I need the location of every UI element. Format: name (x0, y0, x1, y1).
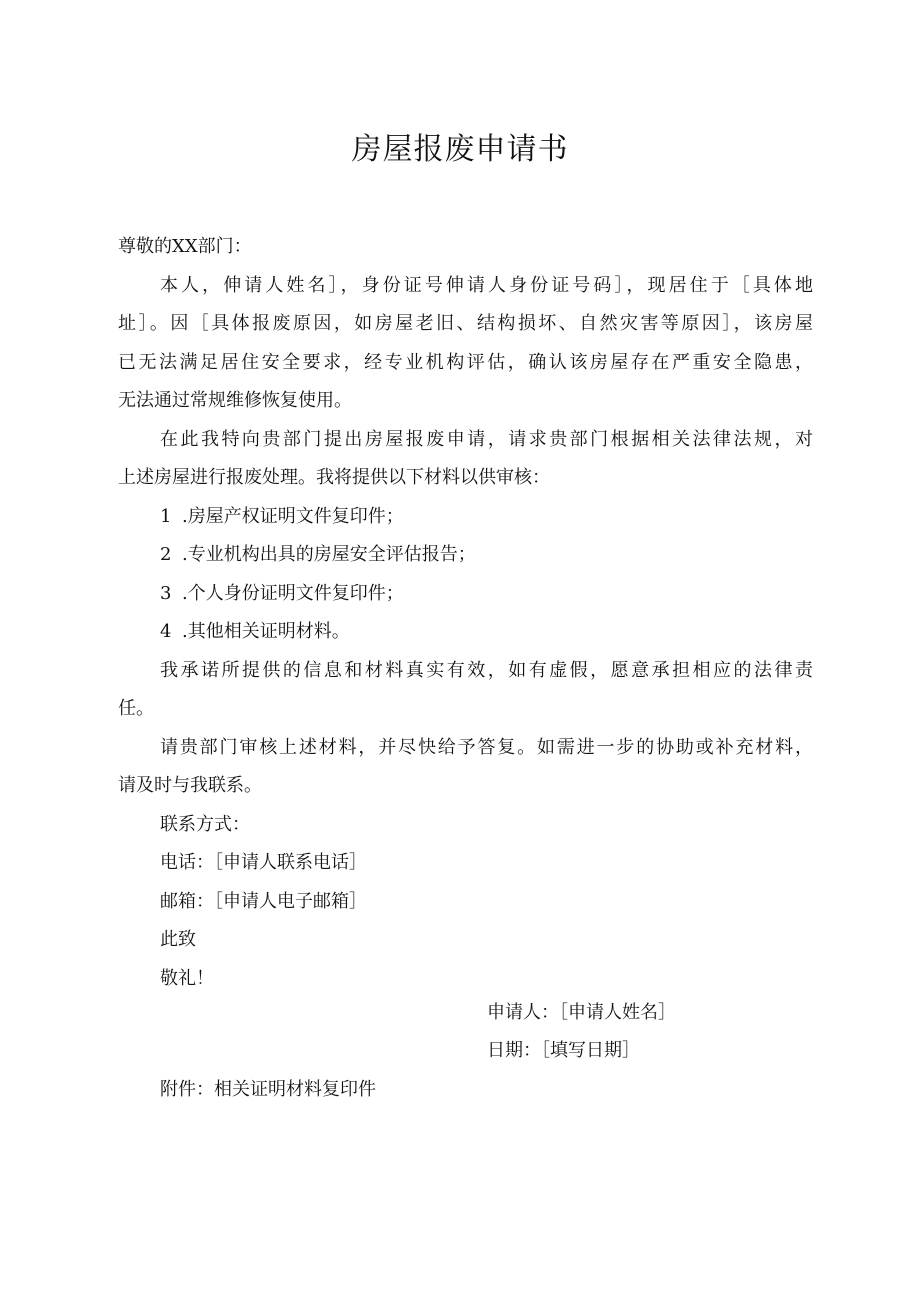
paragraph-1-line-4: 无法通过常规维修恢复使用。 (118, 390, 352, 411)
contact-email: 邮箱：［申请人电子邮箱］ (160, 890, 367, 912)
signature-applicant: 申请人：［申请人姓名］ (487, 1002, 676, 1023)
material-item (118, 613, 813, 652)
material-text: .个人身份证明文件复印件； (182, 582, 404, 604)
material-number: 2 (160, 544, 172, 565)
closing-line-1: 此致 (160, 929, 196, 950)
material-number: 1 (160, 505, 172, 527)
paragraph-2-line-2: 上述房屋进行报废处理。我将提供以下材料以供审核： (118, 467, 550, 488)
paragraph-3-line-1: 我承诺所提供的信息和材料真实有效，如有虚假，愿意承担相应的法律责 (160, 659, 813, 681)
paragraph-4-line-2: 请及时与我联系。 (118, 775, 262, 796)
paragraph-1-line-3: 已无法满足居住安全要求，经专业机构评估，确认该房屋存在严重安全隐患， (118, 351, 813, 373)
salutation: 尊敬的XX部门： (118, 236, 252, 257)
paragraph-4-line-1: 请贵部门审核上述材料，并尽快给予答复。如需进一步的协助或补充材料， (160, 736, 813, 758)
attachment-note: 附件：相关证明材料复印件 (160, 1079, 376, 1100)
document-body (118, 228, 813, 998)
document-title: 房屋报废申请书 (351, 132, 569, 167)
paragraph-1-line-1: 本人，伸请人姓名］，身份证号伸请人身份证号码］，现居住于［具体地 (160, 274, 813, 296)
material-number: 4 (160, 621, 172, 642)
material-item (118, 575, 813, 614)
material-number: 3 (160, 582, 172, 604)
paragraph-3-line-2: 任。 (118, 698, 154, 719)
material-text: .专业机构出具的房屋安全评估报告； (182, 544, 476, 565)
contact-heading: 联系方式： (160, 813, 250, 835)
material-item (118, 536, 813, 575)
paragraph-2-line-1: 在此我特向贵部门提出房屋报废申请，请求贵部门根据相关法律法规，对 (160, 428, 813, 450)
material-item (118, 498, 813, 537)
contact-phone: 电话：［申请人联系电话］ (160, 852, 367, 873)
material-text: .其他相关证明材料。 (182, 621, 350, 642)
signature-date: 日期：［填写日期］ (487, 1040, 640, 1061)
closing-line-2: 敬礼！ (160, 967, 214, 989)
paragraph-1-line-2: 址］。因［具体报废原因，如房屋老旧、结构损坏、自然灾害等原因］，该房屋 (118, 313, 813, 334)
material-text: .房屋产权证明文件复印件； (182, 505, 404, 527)
